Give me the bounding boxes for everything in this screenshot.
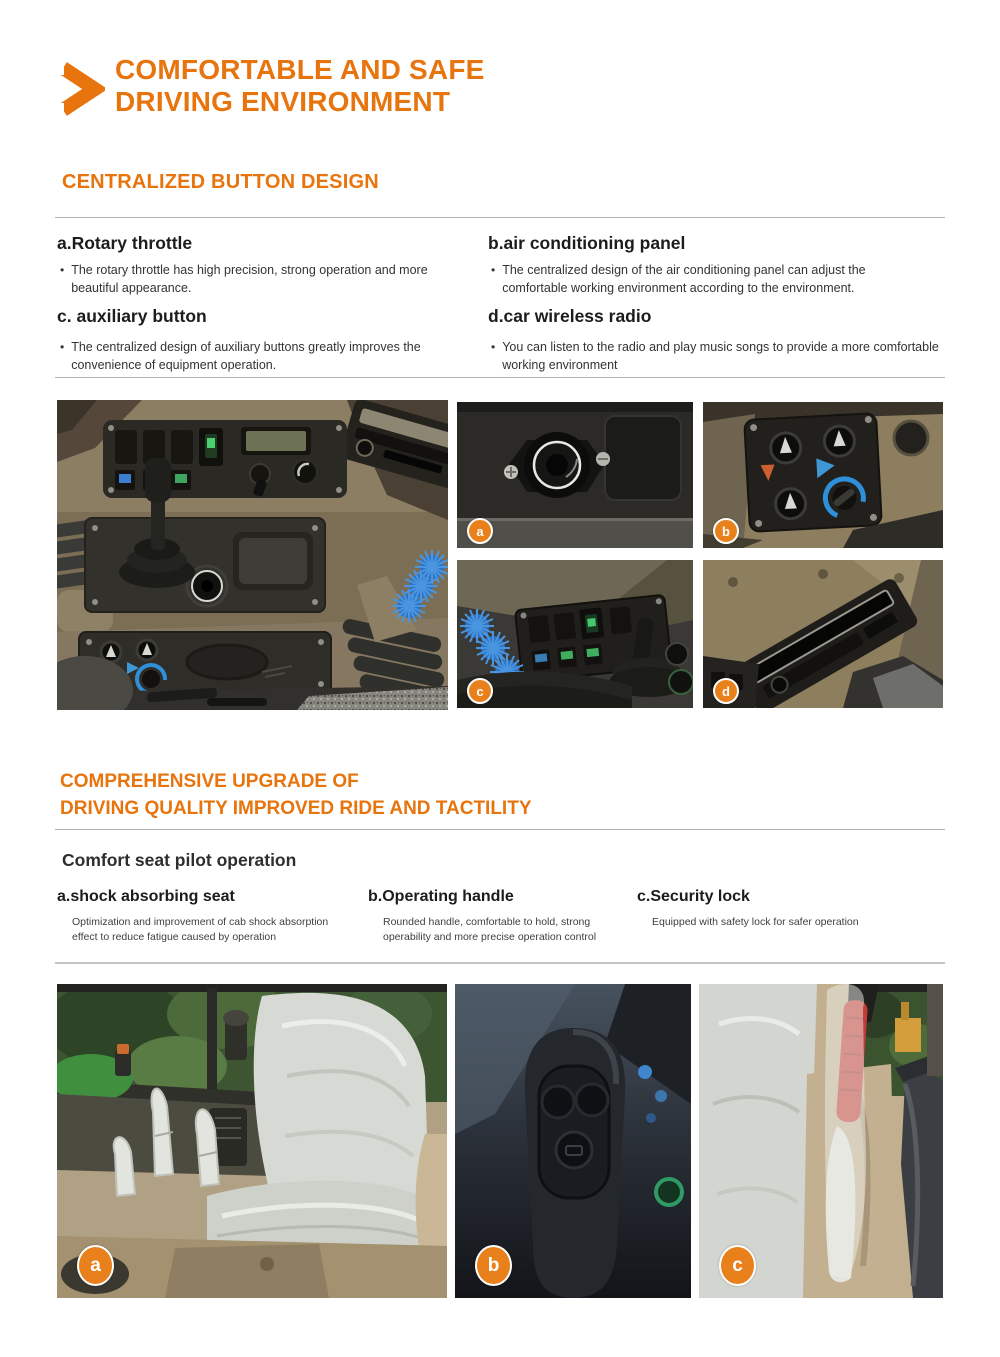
feature-operating-handle	[368, 888, 603, 945]
photo-auxiliary-buttons	[457, 560, 693, 708]
feature-text: The centralized design of auxiliary buttons greatly improves the convenience of equipment operation.	[71, 340, 421, 372]
photo-label-a: a	[77, 1245, 114, 1286]
photo-label-b: b	[475, 1245, 512, 1286]
feature-description: Optimization and improvement of cab shock absorption effect to reduce fatigue caused by operation	[72, 916, 329, 943]
photo-label-b: b	[713, 518, 739, 544]
feature-shock-absorbing-seat	[57, 888, 330, 945]
section2-heading-line1: COMPREHENSIVE UPGRADE OF	[60, 771, 359, 792]
section-divider	[55, 377, 945, 378]
section2-heading	[60, 768, 532, 822]
feature-title: a.shock absorbing seat	[57, 888, 235, 905]
section2-heading-line2: DRIVING QUALITY IMPROVED RIDE AND TACTILITY	[60, 798, 532, 819]
feature-text: The centralized design of the air conditioning panel can adjust the comfortable working environment according to the environment.	[502, 263, 866, 295]
photo-label-c: c	[467, 678, 493, 704]
feature-title: b.Operating handle	[368, 888, 514, 905]
page-title-line1: COMFORTABLE AND SAFE	[115, 54, 485, 85]
feature-air-conditioning	[488, 233, 958, 297]
feature-title: c.Security lock	[637, 888, 750, 905]
bullet-dot: •	[491, 340, 496, 354]
photo-console-overview	[57, 400, 448, 710]
feature-auxiliary-button	[57, 306, 457, 374]
section1-heading: CENTRALIZED BUTTON DESIGN	[62, 171, 379, 193]
feature-description: Equipped with safety lock for safer operation	[652, 916, 859, 928]
section2-subheading: Comfort seat pilot operation	[62, 850, 297, 870]
feature-text: You can listen to the radio and play music songs to provide a more comfortable working environment	[502, 340, 939, 372]
feature-title: b.air conditioning panel	[488, 233, 686, 253]
photo-air-conditioning-panel	[703, 402, 943, 548]
feature-description: Rounded handle, comfortable to hold, strong operability and more precise operation control	[383, 916, 597, 943]
section-divider	[55, 217, 945, 218]
feature-car-radio	[488, 306, 968, 374]
page-title-line2: DRIVING ENVIRONMENT	[115, 86, 451, 117]
feature-rotary-throttle	[57, 233, 457, 297]
page-title	[115, 54, 485, 118]
double-chevron-right-icon	[55, 56, 105, 122]
feature-title: c. auxiliary button	[57, 306, 207, 326]
photo-label-a: a	[467, 518, 493, 544]
bullet-dot: •	[60, 340, 65, 354]
feature-text: The rotary throttle has high precision, strong operation and more beautiful appearance.	[71, 263, 428, 295]
feature-security-lock	[637, 888, 897, 930]
feature-title: a.Rotary throttle	[57, 233, 193, 253]
photo-label-c: c	[719, 1245, 756, 1286]
photo-car-radio	[703, 560, 943, 708]
photo-shock-absorbing-seat	[57, 984, 447, 1298]
bullet-dot: •	[491, 263, 496, 277]
photo-rotary-throttle	[457, 402, 693, 548]
photo-label-d: d	[713, 678, 739, 704]
photo-security-lock	[699, 984, 943, 1298]
section-divider	[55, 829, 945, 830]
section-divider	[55, 962, 945, 964]
bullet-dot: •	[60, 263, 65, 277]
photo-operating-handle	[455, 984, 691, 1298]
feature-title: d.car wireless radio	[488, 306, 652, 326]
